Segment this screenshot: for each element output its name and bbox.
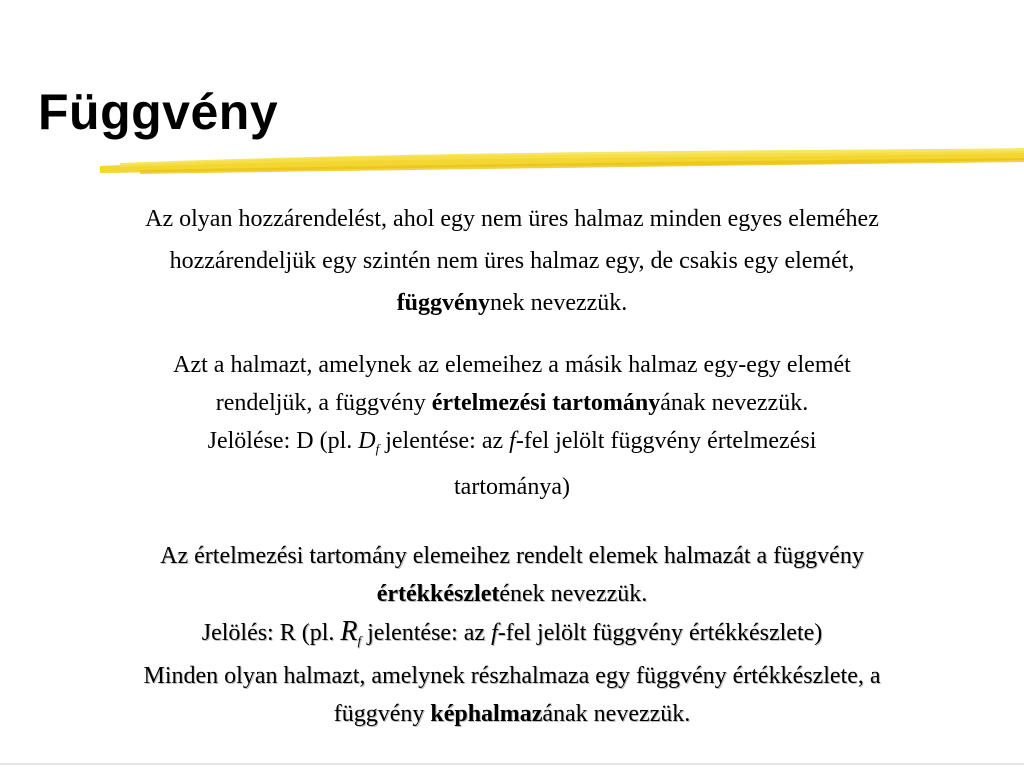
bottom-divider [0,763,1024,765]
range-line-2: értékkészletének nevezzük. [376,581,648,607]
range-symbol: $R_f$ [340,616,362,648]
definition-line-2: hozzárendeljük egy szintén nem üres halmaz egy, de csakis egy elemét, [169,248,855,274]
highlighter-underline [100,146,1024,186]
definition-line-3: függvénynek nevezzük. [396,290,628,316]
slide-title: Függvény [38,84,279,140]
range-definition [20,537,1004,733]
domain-line-2: rendeljük, a függvény értelmezési tartományának nevezzük. [215,390,809,416]
range-line-5: függvény képhalmazának nevezzük. [333,701,691,727]
domain-symbol: $D_f$ [358,428,380,456]
range-line-3: Jelölés: R (pl. $R_f$ jelentése: az f-fel jelölt függvény értékkészlete) [201,616,823,648]
domain-line-4: tartománya) [454,474,570,500]
term-kephalmaz: képhalmaz [430,701,543,727]
domain-line-1: Azt a halmazt, amelynek az elemeihez a másik halmaz egy-egy elemét [173,352,851,378]
definition-line-1: Az olyan hozzárendelést, ahol egy nem üres halmaz minden egyes eleméhez [145,206,879,232]
domain-definition [20,346,1004,506]
term-ertelmezesi-tartomany: értelmezési tartomány [431,390,661,416]
range-line-4: Minden olyan halmazt, amelynek részhalmaza egy függvény értékkészlete, a [143,663,881,689]
term-fuggveny: függvény [396,290,491,316]
function-symbol: f [509,428,516,454]
function-symbol: f [491,620,498,646]
domain-line-3: Jelölése: D (pl. $D_f$ jelentése: az f-fel jelölt függvény értelmezési [207,428,817,456]
range-line-1: Az értelmezési tartomány elemeihez rendelt elemek halmazát a függvény [160,543,864,569]
term-ertekkeszlet: értékkészlet [376,581,500,607]
function-definition [20,198,1004,324]
